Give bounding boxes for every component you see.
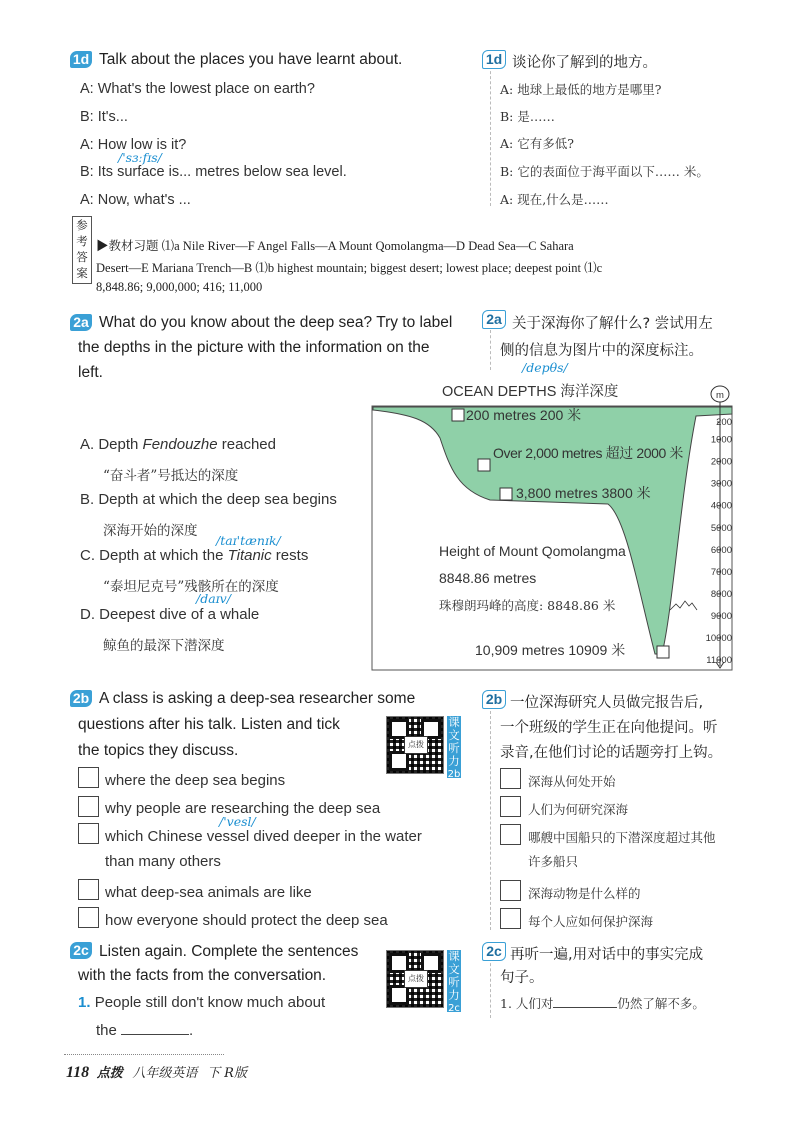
checkbox-2b-4[interactable]: [78, 879, 99, 900]
qr-code-2c[interactable]: [386, 950, 444, 1008]
answer-badge: 参考答案: [72, 216, 92, 284]
tick-label-2000: 2000: [710, 456, 732, 468]
instruction-2c-l1: Listen again. Complete the sentences: [99, 943, 359, 960]
instruction-2c-l2: with the facts from the conversation.: [78, 967, 327, 984]
checkbox-2b-zh-2[interactable]: [500, 796, 521, 817]
qr-logo: 点拨: [404, 736, 428, 754]
tick-label-6000: 6000: [710, 544, 732, 556]
instruction-2b-l3: the topics they discuss.: [78, 742, 239, 759]
instruction-2c-zh-l1: 再听一遍,用对话中的事实完成: [510, 947, 704, 963]
option-d: D. Deepest dive of a whale: [80, 606, 260, 623]
dialogue-line-1: A: What's the lowest place on earth?: [80, 81, 315, 97]
instruction-2a-l1: What do you know about the deep sea? Try to label: [99, 314, 453, 331]
tick-label-3000: 3000: [710, 478, 732, 490]
topic-4: what deep-sea animals are like: [105, 884, 312, 901]
topic-3: which Chinese vessel dived deeper in the water: [105, 828, 422, 845]
option-c: C. Depth at which the Titanic rests: [80, 547, 309, 564]
label-10909: 10,909 metres 10909 米: [475, 642, 626, 658]
topic-zh-3: 哪艘中国船只的下潜深度超过其他: [528, 830, 716, 845]
dialogue-line-5: A: Now, what's ...: [80, 192, 191, 208]
phonetic-titanic: /taɪ'tænɪk/: [216, 533, 281, 548]
footer-edition: 下 R版: [207, 1066, 247, 1081]
label-box-10909: [657, 646, 669, 658]
section-tag-1d: 1d: [70, 51, 92, 68]
topic-1: where the deep sea begins: [105, 772, 286, 789]
section-tag-2c: 2c: [70, 942, 92, 959]
dialogue-zh-5: A: 现在,什么是……: [500, 192, 609, 207]
section-tag-2c-zh: 2c: [482, 942, 506, 961]
blank-2c-1[interactable]: [121, 1021, 189, 1035]
checkbox-2b-zh-1[interactable]: [500, 768, 521, 789]
label-3800: 3,800 metres 3800 米: [516, 485, 651, 501]
label-200: 200 metres 200 米: [466, 407, 582, 423]
option-a-zh: “奋斗者”号抵达的深度: [103, 468, 239, 484]
listening-tab-2c: 课 文 听 力 2c: [448, 949, 460, 1014]
tick-label-200: 200: [716, 417, 732, 428]
dialogue-line-2: B: It's...: [80, 109, 128, 125]
option-b-zh: 深海开始的深度: [103, 523, 198, 539]
option-a: A. Depth Fendouzhe reached: [80, 436, 276, 453]
label-2000: Over 2,000 metres 超过 2000 米: [493, 445, 683, 461]
instruction-2a-l3: left.: [78, 364, 103, 381]
dialogue-zh-1: A: 地球上最低的地方是哪里?: [500, 82, 662, 97]
tick-label-1000: 1000: [710, 434, 732, 446]
instruction-2b-zh-l2: 一个班级的学生正在向他提问。听: [500, 720, 718, 736]
checkbox-2b-5[interactable]: [78, 907, 99, 928]
ocean-depth-diagram: [370, 378, 744, 674]
dialogue-zh-2: B: 是……: [500, 109, 555, 124]
topic-5: how everyone should protect the deep sea: [105, 912, 388, 929]
tick-label-11000: 11000: [706, 655, 732, 666]
instruction-2c-zh-l2: 句子。: [500, 970, 544, 986]
unit-label: m: [716, 390, 724, 401]
dialogue-line-3: A: How low is it?: [80, 137, 187, 153]
topic-zh-1: 深海从何处开始: [528, 774, 616, 789]
checkbox-2b-1[interactable]: [78, 767, 99, 788]
question-2c-1: 1. People still don't know much about: [78, 994, 326, 1011]
page-number: 118: [66, 1064, 90, 1081]
phonetic-dive: /daɪv/: [196, 591, 231, 606]
instruction-2b-l2: questions after his talk. Listen and tick: [78, 716, 340, 733]
answer-line-3: 8,848.86; 9,000,000; 416; 11,000: [96, 280, 263, 294]
footer-rule: [64, 1054, 224, 1055]
topic-3-line2: than many others: [105, 853, 221, 870]
checkbox-2b-2[interactable]: [78, 796, 99, 817]
tick-label-8000: 8000: [710, 588, 732, 600]
topic-zh-2: 人们为何研究深海: [528, 802, 629, 817]
qomolangma-l3: 珠穆朗玛峰的高度: 8848.86 米: [439, 598, 616, 613]
section-tag-2a: 2a: [70, 314, 92, 331]
blank-2c-zh-1[interactable]: [553, 995, 617, 1008]
instruction-2b-zh-l3: 录音,在他们讨论的话题旁打上钩。: [500, 745, 723, 761]
section-tag-2a-zh: 2a: [482, 310, 506, 329]
qomolangma-l2: 8848.86 metres: [439, 570, 537, 586]
topic-zh-5: 每个人应如何保护深海: [528, 914, 654, 929]
label-box-200: [452, 409, 464, 421]
option-c-zh: “泰坦尼克号”残骸所在的深度: [103, 579, 279, 595]
qr-logo: 点拨: [404, 970, 428, 988]
tick-label-5000: 5000: [710, 522, 732, 534]
diagram-title: OCEAN DEPTHS 海洋深度: [442, 384, 619, 400]
phonetic-surface: /'sɜːfɪs/: [118, 150, 162, 165]
section-tag-2b: 2b: [70, 690, 92, 707]
qr-code-2b[interactable]: [386, 716, 444, 774]
footer-brand: 点拨: [96, 1066, 123, 1081]
label-box-3800: [500, 488, 512, 500]
instruction-2b-zh-l1: 一位深海研究人员做完报告后,: [510, 695, 704, 711]
instruction-2a-zh-l2: 侧的信息为图片中的深度标注。: [500, 343, 703, 359]
footer: [66, 1062, 247, 1082]
instruction-2a-zh-l1: 关于深海你了解什么? 尝试用左: [512, 316, 713, 332]
checkbox-2b-zh-3[interactable]: [500, 824, 521, 845]
instruction-2a-l2: the depths in the picture with the information on the: [78, 339, 430, 356]
phonetic-vessel: /'vesl/: [219, 814, 256, 829]
label-box-2000: [478, 459, 490, 471]
topic-2: why people are researching the deep sea: [105, 800, 381, 817]
question-2c-1-l2: the .: [96, 1022, 194, 1039]
tick-label-10000: 10000: [705, 632, 732, 644]
dialogue-line-4: B: Its surface is... metres below sea level.: [80, 164, 347, 180]
instruction-1d-zh: 谈论你了解到的地方。: [512, 55, 657, 71]
topic-zh-4: 深海动物是什么样的: [528, 886, 641, 901]
topic-zh-3-line2: 许多船只: [528, 854, 579, 869]
qomolangma-l1: Height of Mount Qomolangma: [439, 543, 626, 559]
instruction-2b-l1: A class is asking a deep-sea researcher some: [99, 690, 416, 707]
question-2c-zh-1: 1. 人们对 仍然了解不多。: [500, 996, 705, 1011]
listening-tab-2b: 课 文 听 力 2b: [447, 715, 461, 780]
checkbox-2b-zh-5[interactable]: [500, 908, 521, 929]
option-d-zh: 鲸鱼的最深下潜深度: [103, 638, 225, 654]
phonetic-depths: /depθs/: [522, 360, 568, 375]
instruction-1d: Talk about the places you have learnt about.: [99, 51, 403, 68]
section-tag-1d-zh: 1d: [482, 50, 506, 69]
footer-title: 八年级英语: [132, 1066, 198, 1081]
answer-line-2: Desert—E Mariana Trench—B ⑴b highest mountain; biggest desert; lowest place; deepest point ⑴c: [96, 261, 603, 275]
tick-label-9000: 9000: [710, 610, 732, 622]
dialogue-zh-4: B: 它的表面位于海平面以下…… 米。: [500, 164, 709, 179]
tick-label-4000: 4000: [710, 500, 732, 512]
section-tag-2b-zh: 2b: [482, 690, 506, 709]
checkbox-2b-3[interactable]: [78, 823, 99, 844]
checkbox-2b-zh-4[interactable]: [500, 880, 521, 901]
answer-line-1: ▶教材习题 ⑴a Nile River—F Angel Falls—A Mount Qomolangma—D Dead Sea—C Sahara: [96, 239, 574, 253]
dialogue-zh-3: A: 它有多低?: [500, 136, 574, 151]
tick-label-7000: 7000: [710, 566, 732, 578]
option-b: B. Depth at which the deep sea begins: [80, 491, 337, 508]
